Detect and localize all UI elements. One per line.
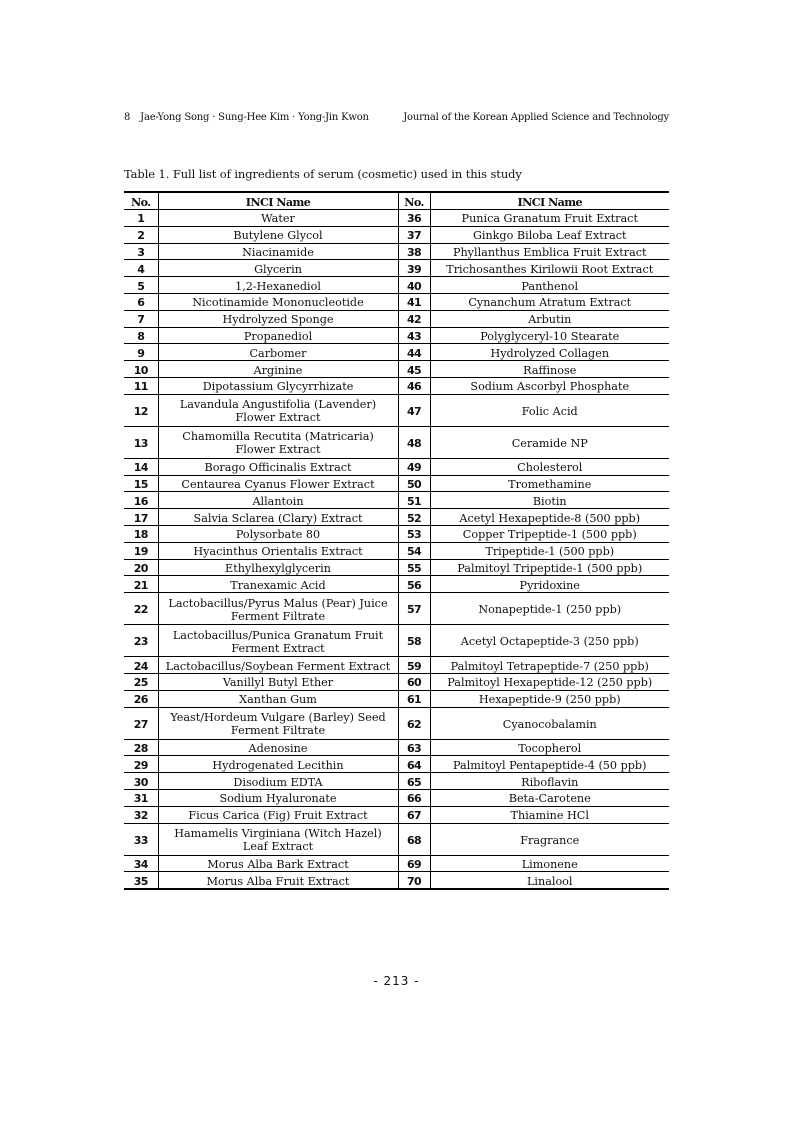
ingredient-number: 33 [124, 823, 158, 855]
ingredient-number: 49 [398, 458, 430, 475]
ingredient-name: Palmitoyl Hexapeptide-12 (250 ppb) [430, 673, 669, 690]
ingredient-number: 35 [124, 872, 158, 889]
ingredient-number: 39 [398, 260, 430, 277]
ingredient-number: 47 [398, 394, 430, 426]
ingredient-name: Water [158, 210, 398, 227]
ingredient-name: Adenosine [158, 739, 398, 756]
ingredient-number: 67 [398, 806, 430, 823]
table-row [124, 509, 669, 526]
ingredient-name: Hydrolyzed Sponge [158, 310, 398, 327]
table-row [124, 756, 669, 773]
ingredient-number: 65 [398, 773, 430, 790]
ingredient-number: 40 [398, 277, 430, 294]
ingredient-number: 13 [124, 426, 158, 458]
table-row [124, 806, 669, 823]
ingredient-number: 56 [398, 576, 430, 593]
header-no-left: No. [124, 192, 158, 210]
ingredient-name: Folic Acid [430, 394, 669, 426]
ingredient-number: 30 [124, 773, 158, 790]
table-row [124, 823, 669, 855]
ingredient-number: 45 [398, 361, 430, 378]
table-row [124, 260, 669, 277]
ingredient-name: Arbutin [430, 310, 669, 327]
ingredient-number: 28 [124, 739, 158, 756]
ingredient-number: 66 [398, 789, 430, 806]
table-body [124, 210, 669, 890]
ingredient-number: 11 [124, 377, 158, 394]
ingredient-number: 7 [124, 310, 158, 327]
ingredient-number: 20 [124, 559, 158, 576]
ingredient-name: Cynanchum Atratum Extract [430, 293, 669, 310]
ingredient-name: Acetyl Octapeptide-3 (250 ppb) [430, 625, 669, 657]
ingredient-name: Butylene Glycol [158, 226, 398, 243]
header-inci-left: INCI Name [158, 192, 398, 210]
page-number: - 213 - [373, 974, 420, 988]
table-row [124, 707, 669, 739]
ingredient-name: Hamamelis Virginiana (Witch Hazel) Leaf Extract [158, 823, 398, 855]
ingredient-name: Allantoin [158, 492, 398, 509]
ingredient-name: Phyllanthus Emblica Fruit Extract [430, 243, 669, 260]
table-row [124, 789, 669, 806]
ingredient-name: Vanillyl Butyl Ether [158, 673, 398, 690]
ingredient-name: Hydrogenated Lecithin [158, 756, 398, 773]
table-row [124, 226, 669, 243]
table-row [124, 872, 669, 889]
table-row [124, 593, 669, 625]
ingredient-name: Cyanocobalamin [430, 707, 669, 739]
ingredient-name: Beta-Carotene [430, 789, 669, 806]
ingredient-number: 14 [124, 458, 158, 475]
ingredient-name: Cholesterol [430, 458, 669, 475]
ingredient-name: Hyacinthus Orientalis Extract [158, 542, 398, 559]
ingredient-number: 70 [398, 872, 430, 889]
header-no-right: No. [398, 192, 430, 210]
ingredient-name: Niacinamide [158, 243, 398, 260]
table-row [124, 855, 669, 872]
table-row [124, 739, 669, 756]
ingredient-name: Polyglyceryl-10 Stearate [430, 327, 669, 344]
ingredient-number: 1 [124, 210, 158, 227]
ingredient-name: Palmitoyl Tripeptide-1 (500 ppb) [430, 559, 669, 576]
ingredient-name: Centaurea Cyanus Flower Extract [158, 475, 398, 492]
ingredient-number: 55 [398, 559, 430, 576]
ingredient-number: 17 [124, 509, 158, 526]
ingredient-number: 36 [398, 210, 430, 227]
ingredient-name: Pyridoxine [430, 576, 669, 593]
ingredient-name: Raffinose [430, 361, 669, 378]
ingredient-name: Hexapeptide-9 (250 ppb) [430, 690, 669, 707]
ingredient-number: 50 [398, 475, 430, 492]
ingredient-name: Borago Officinalis Extract [158, 458, 398, 475]
table-row [124, 625, 669, 657]
table-row [124, 492, 669, 509]
ingredient-name: Arginine [158, 361, 398, 378]
ingredient-number: 51 [398, 492, 430, 509]
ingredient-name: Tocopherol [430, 739, 669, 756]
table-caption: Table 1. Full list of ingredients of serum (cosmetic) used in this study [124, 167, 522, 181]
ingredient-name: Copper Tripeptide-1 (500 ppb) [430, 525, 669, 542]
table-row [124, 210, 669, 227]
ingredient-number: 69 [398, 855, 430, 872]
ingredient-number: 21 [124, 576, 158, 593]
ingredient-number: 59 [398, 657, 430, 674]
ingredient-number: 31 [124, 789, 158, 806]
ingredient-number: 57 [398, 593, 430, 625]
ingredient-name: Panthenol [430, 277, 669, 294]
table-row [124, 475, 669, 492]
header-authors: Jae-Yong Song · Sung-Hee Kim · Yong-Jin Kwon [140, 112, 369, 123]
table-row [124, 361, 669, 378]
ingredient-name: Palmitoyl Tetrapeptide-7 (250 ppb) [430, 657, 669, 674]
ingredient-number: 60 [398, 673, 430, 690]
ingredient-number: 37 [398, 226, 430, 243]
ingredient-name: Thiamine HCl [430, 806, 669, 823]
ingredient-name: Salvia Sclarea (Clary) Extract [158, 509, 398, 526]
ingredient-name: Biotin [430, 492, 669, 509]
ingredient-number: 42 [398, 310, 430, 327]
ingredient-number: 52 [398, 509, 430, 526]
ingredient-name: Disodium EDTA [158, 773, 398, 790]
ingredient-name: Ginkgo Biloba Leaf Extract [430, 226, 669, 243]
ingredient-name: 1,2-Hexanediol [158, 277, 398, 294]
ingredient-name: Riboflavin [430, 773, 669, 790]
table-row [124, 576, 669, 593]
ingredient-name: Sodium Hyaluronate [158, 789, 398, 806]
table-row [124, 542, 669, 559]
running-header [124, 112, 669, 123]
ingredient-number: 29 [124, 756, 158, 773]
ingredient-name: Tromethamine [430, 475, 669, 492]
ingredient-number: 18 [124, 525, 158, 542]
ingredient-number: 22 [124, 593, 158, 625]
table-row [124, 243, 669, 260]
ingredient-name: Yeast/Hordeum Vulgare (Barley) Seed Ferment Filtrate [158, 707, 398, 739]
ingredient-number: 38 [398, 243, 430, 260]
ingredient-number: 34 [124, 855, 158, 872]
table-row [124, 426, 669, 458]
ingredient-name: Tranexamic Acid [158, 576, 398, 593]
table-row [124, 525, 669, 542]
ingredient-number: 23 [124, 625, 158, 657]
ingredient-number: 15 [124, 475, 158, 492]
ingredient-name: Lactobacillus/Pyrus Malus (Pear) Juice Ferment Filtrate [158, 593, 398, 625]
ingredient-name: Tripeptide-1 (500 ppb) [430, 542, 669, 559]
ingredient-number: 19 [124, 542, 158, 559]
ingredients-table [124, 191, 669, 890]
ingredient-number: 62 [398, 707, 430, 739]
ingredient-name: Lactobacillus/Soybean Ferment Extract [158, 657, 398, 674]
ingredient-name: Nicotinamide Mononucleotide [158, 293, 398, 310]
ingredient-number: 46 [398, 377, 430, 394]
table-row [124, 690, 669, 707]
ingredient-number: 12 [124, 394, 158, 426]
ingredient-number: 43 [398, 327, 430, 344]
ingredient-name: Glycerin [158, 260, 398, 277]
ingredient-name: Linalool [430, 872, 669, 889]
ingredient-number: 10 [124, 361, 158, 378]
table-row [124, 377, 669, 394]
ingredient-number: 8 [124, 327, 158, 344]
ingredient-name: Xanthan Gum [158, 690, 398, 707]
ingredient-name: Nonapeptide-1 (250 ppb) [430, 593, 669, 625]
ingredient-number: 16 [124, 492, 158, 509]
ingredient-name: Sodium Ascorbyl Phosphate [430, 377, 669, 394]
ingredient-number: 25 [124, 673, 158, 690]
ingredient-number: 5 [124, 277, 158, 294]
ingredient-name: Carbomer [158, 344, 398, 361]
table-row [124, 673, 669, 690]
header-inci-right: INCI Name [430, 192, 669, 210]
ingredient-name: Ethylhexylglycerin [158, 559, 398, 576]
ingredient-name: Polysorbate 80 [158, 525, 398, 542]
ingredient-name: Punica Granatum Fruit Extract [430, 210, 669, 227]
header-page-number: 8 [124, 112, 131, 123]
ingredient-name: Trichosanthes Kirilowii Root Extract [430, 260, 669, 277]
table-row [124, 773, 669, 790]
ingredient-name: Morus Alba Bark Extract [158, 855, 398, 872]
table-row [124, 310, 669, 327]
ingredient-name: Ficus Carica (Fig) Fruit Extract [158, 806, 398, 823]
ingredient-name: Ceramide NP [430, 426, 669, 458]
ingredient-number: 41 [398, 293, 430, 310]
ingredient-name: Acetyl Hexapeptide-8 (500 ppb) [430, 509, 669, 526]
ingredient-number: 53 [398, 525, 430, 542]
ingredient-number: 54 [398, 542, 430, 559]
ingredient-name: Palmitoyl Pentapeptide-4 (50 ppb) [430, 756, 669, 773]
ingredient-number: 4 [124, 260, 158, 277]
ingredient-name: Limonene [430, 855, 669, 872]
table-row [124, 327, 669, 344]
table-row [124, 559, 669, 576]
table-row [124, 293, 669, 310]
ingredient-number: 48 [398, 426, 430, 458]
table-row [124, 277, 669, 294]
header-left [124, 112, 369, 123]
ingredient-name: Morus Alba Fruit Extract [158, 872, 398, 889]
table-row [124, 657, 669, 674]
ingredient-name: Lactobacillus/Punica Granatum Fruit Ferment Extract [158, 625, 398, 657]
ingredient-number: 24 [124, 657, 158, 674]
ingredient-name: Dipotassium Glycyrrhizate [158, 377, 398, 394]
table-row [124, 344, 669, 361]
ingredient-name: Chamomilla Recutita (Matricaria) Flower Extract [158, 426, 398, 458]
ingredient-number: 63 [398, 739, 430, 756]
ingredient-number: 58 [398, 625, 430, 657]
ingredient-number: 44 [398, 344, 430, 361]
table-row [124, 394, 669, 426]
table-row [124, 458, 669, 475]
ingredient-number: 64 [398, 756, 430, 773]
table-header-row [124, 192, 669, 210]
ingredient-name: Fragrance [430, 823, 669, 855]
ingredient-number: 6 [124, 293, 158, 310]
ingredient-number: 9 [124, 344, 158, 361]
ingredient-name: Propanediol [158, 327, 398, 344]
ingredient-number: 3 [124, 243, 158, 260]
ingredient-name: Hydrolyzed Collagen [430, 344, 669, 361]
ingredient-number: 27 [124, 707, 158, 739]
header-journal: Journal of the Korean Applied Science and Technology [403, 112, 669, 123]
ingredient-number: 2 [124, 226, 158, 243]
ingredient-number: 32 [124, 806, 158, 823]
ingredient-number: 68 [398, 823, 430, 855]
ingredient-number: 26 [124, 690, 158, 707]
ingredient-name: Lavandula Angustifolia (Lavender) Flower Extract [158, 394, 398, 426]
ingredient-number: 61 [398, 690, 430, 707]
